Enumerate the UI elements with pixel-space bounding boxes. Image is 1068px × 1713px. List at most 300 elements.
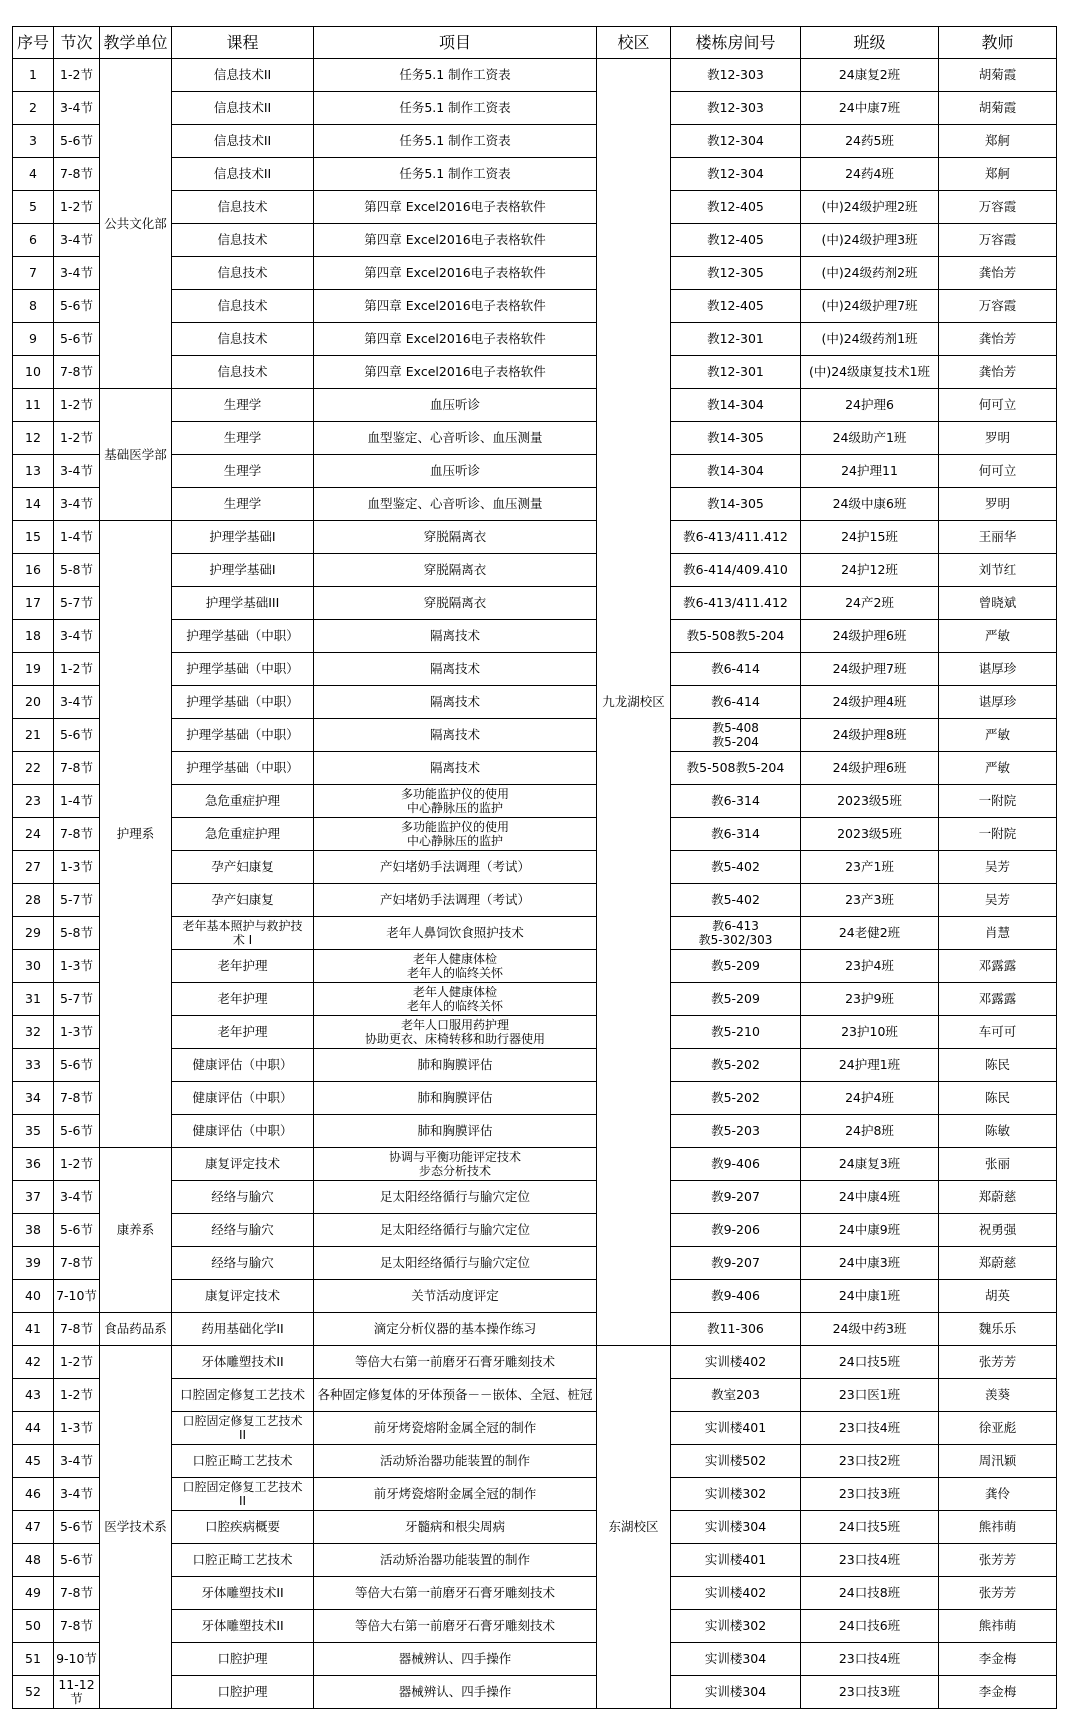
cell-course-line: II — [238, 1428, 247, 1442]
cell-course-line: 生理学 — [223, 463, 262, 478]
cell-course — [172, 422, 314, 455]
cell-teacher: 龚伶 — [939, 1478, 1057, 1511]
cell-course-line: 老年基本照护与救护技 — [182, 919, 303, 933]
cell-project — [314, 422, 597, 455]
cell-course — [172, 1676, 314, 1709]
cell-room-line: 教5-202 — [711, 1057, 760, 1072]
cell-class: 24中康1班 — [801, 1280, 939, 1313]
cell-room — [671, 158, 801, 191]
cell-room — [671, 92, 801, 125]
cell-course-line: 经络与腧穴 — [211, 1255, 274, 1270]
cell-course — [172, 224, 314, 257]
cell-project-line: 老年人的临终关怀 — [406, 999, 503, 1013]
cell-department: 康养系 — [100, 1148, 172, 1313]
cell-course — [172, 125, 314, 158]
cell-room — [671, 1214, 801, 1247]
cell-class: 23护9班 — [801, 983, 939, 1016]
cell-project-line: 前牙烤瓷熔附金属全冠的制作 — [373, 1420, 537, 1435]
cell-course-line: 信息技术II — [213, 166, 272, 181]
cell-teacher: 熊祎萌 — [939, 1610, 1057, 1643]
cell-no: 52 — [13, 1676, 54, 1709]
cell-room — [671, 1049, 801, 1082]
cell-teacher: 罗明 — [939, 422, 1057, 455]
cell-project — [314, 1478, 597, 1511]
cell-period: 3-4节 — [54, 1478, 100, 1511]
cell-course — [172, 92, 314, 125]
cell-room — [671, 422, 801, 455]
cell-project-line: 前牙烤瓷熔附金属全冠的制作 — [373, 1486, 537, 1501]
cell-room-line: 教5-203 — [711, 1123, 760, 1138]
cell-room — [671, 323, 801, 356]
cell-class: 24级护理7班 — [801, 653, 939, 686]
cell-course-line: 信息技术 — [217, 265, 268, 280]
cell-no: 38 — [13, 1214, 54, 1247]
cell-project-line: 中心静脉压的监护 — [406, 834, 503, 848]
cell-course — [172, 983, 314, 1016]
cell-no: 15 — [13, 521, 54, 554]
cell-course-line: 健康评估（中职） — [192, 1090, 293, 1105]
cell-teacher: 车可可 — [939, 1016, 1057, 1049]
cell-no: 9 — [13, 323, 54, 356]
cell-project-line: 协调与平衡功能评定技术 — [388, 1150, 521, 1164]
cell-room — [671, 257, 801, 290]
cell-period: 5-6节 — [54, 1049, 100, 1082]
cell-course-line: 护理学基础III — [205, 595, 280, 610]
cell-project-line: 滴定分析仪器的基本操作练习 — [373, 1321, 537, 1336]
cell-course — [172, 917, 314, 950]
cell-no: 19 — [13, 653, 54, 686]
cell-teacher: 郑舸 — [939, 158, 1057, 191]
cell-project — [314, 1577, 597, 1610]
cell-teacher: 万容霞 — [939, 290, 1057, 323]
cell-course — [172, 488, 314, 521]
cell-no: 7 — [13, 257, 54, 290]
cell-project-line: 肺和胸膜评估 — [417, 1090, 493, 1105]
cell-room-line: 教室203 — [711, 1387, 760, 1402]
cell-project — [314, 1148, 597, 1181]
cell-teacher: 何可立 — [939, 389, 1057, 422]
cell-room-line: 教6-414 — [711, 661, 760, 676]
cell-no: 23 — [13, 785, 54, 818]
cell-room — [671, 587, 801, 620]
cell-project-line: 隔离技术 — [429, 760, 480, 775]
cell-no: 42 — [13, 1346, 54, 1379]
cell-room — [671, 554, 801, 587]
cell-period: 1-4节 — [54, 521, 100, 554]
cell-course — [172, 1115, 314, 1148]
cell-teacher: 张丽 — [939, 1148, 1057, 1181]
cell-course-line: 信息技术II — [213, 67, 272, 82]
cell-period: 1-3节 — [54, 851, 100, 884]
cell-class: 24护理11 — [801, 455, 939, 488]
cell-course-line: 口腔固定修复工艺技术 — [182, 1480, 303, 1494]
cell-period: 1-3节 — [54, 950, 100, 983]
cell-room-line: 教12-305 — [707, 265, 764, 280]
cell-room — [671, 818, 801, 851]
cell-room-line: 教5-402 — [711, 859, 760, 874]
cell-course-line: 护理学基础（中职） — [186, 694, 299, 709]
cell-period: 1-4节 — [54, 785, 100, 818]
cell-period: 1-2节 — [54, 389, 100, 422]
cell-class: 24护12班 — [801, 554, 939, 587]
cell-project — [314, 587, 597, 620]
cell-course — [172, 1016, 314, 1049]
cell-class: 24护理1班 — [801, 1049, 939, 1082]
cell-class: (中)24级护理7班 — [801, 290, 939, 323]
cell-no: 43 — [13, 1379, 54, 1412]
cell-course-line: 口腔正畸工艺技术 — [192, 1552, 293, 1567]
header-course: 课程 — [172, 27, 314, 59]
cell-period: 3-4节 — [54, 455, 100, 488]
cell-teacher: 李金梅 — [939, 1643, 1057, 1676]
cell-room — [671, 1346, 801, 1379]
cell-project — [314, 1346, 597, 1379]
cell-room-line: 教14-305 — [707, 496, 764, 511]
cell-no: 14 — [13, 488, 54, 521]
cell-project-line: 多功能监护仪的使用 — [400, 787, 509, 801]
cell-project — [314, 554, 597, 587]
cell-no: 28 — [13, 884, 54, 917]
cell-project-line: 牙髓病和根尖周病 — [404, 1519, 505, 1534]
cell-room-line: 实训楼401 — [704, 1552, 767, 1567]
cell-course — [172, 1280, 314, 1313]
header-no: 序号 — [13, 27, 54, 59]
cell-project-line: 器械辨认、四手操作 — [398, 1684, 512, 1699]
cell-room-line: 教5-508教5-204 — [686, 760, 785, 775]
cell-room — [671, 59, 801, 92]
cell-department: 食品药品系 — [100, 1313, 172, 1346]
cell-course — [172, 1049, 314, 1082]
cell-room — [671, 884, 801, 917]
cell-room-line: 实训楼402 — [704, 1354, 767, 1369]
cell-room — [671, 1181, 801, 1214]
cell-no: 21 — [13, 719, 54, 752]
cell-project — [314, 257, 597, 290]
cell-course — [172, 290, 314, 323]
cell-course-line: 孕产妇康复 — [211, 892, 274, 907]
cell-room-line: 实训楼304 — [704, 1519, 767, 1534]
cell-class: 24护理6 — [801, 389, 939, 422]
cell-course-line: 急危重症护理 — [204, 826, 280, 841]
table-row — [13, 59, 1057, 92]
cell-class: 23口技3班 — [801, 1478, 939, 1511]
cell-class: 24中康4班 — [801, 1181, 939, 1214]
cell-project-line: 等倍大右第一前磨牙石膏牙雕刻技术 — [354, 1354, 555, 1369]
cell-teacher: 魏乐乐 — [939, 1313, 1057, 1346]
cell-class: 23口技4班 — [801, 1412, 939, 1445]
cell-teacher: 张芳芳 — [939, 1346, 1057, 1379]
cell-period: 3-4节 — [54, 92, 100, 125]
cell-project — [314, 455, 597, 488]
cell-room-line: 实训楼302 — [704, 1618, 767, 1633]
cell-course-line: 术 I — [232, 933, 253, 947]
cell-project-line: 肺和胸膜评估 — [417, 1123, 493, 1138]
cell-project-line: 产妇堵奶手法调理（考试） — [379, 892, 530, 907]
cell-period: 5-6节 — [54, 323, 100, 356]
cell-room — [671, 1610, 801, 1643]
cell-course — [172, 1181, 314, 1214]
cell-teacher: 邓露露 — [939, 950, 1057, 983]
cell-teacher: 胡菊霞 — [939, 92, 1057, 125]
cell-class: 24老健2班 — [801, 917, 939, 950]
cell-project — [314, 191, 597, 224]
cell-teacher: 王丽华 — [939, 521, 1057, 554]
cell-class: 24护8班 — [801, 1115, 939, 1148]
cell-period: 7-8节 — [54, 1577, 100, 1610]
cell-project — [314, 1115, 597, 1148]
cell-project-line: 协助更衣、床椅转移和助行器使用 — [364, 1032, 545, 1046]
cell-class: 24级护理8班 — [801, 719, 939, 752]
cell-project-line: 多功能监护仪的使用 — [400, 820, 509, 834]
cell-project — [314, 290, 597, 323]
cell-no: 12 — [13, 422, 54, 455]
cell-class: (中)24级药剂1班 — [801, 323, 939, 356]
cell-project — [314, 1181, 597, 1214]
cell-course — [172, 1214, 314, 1247]
cell-course — [172, 1445, 314, 1478]
cell-course — [172, 1511, 314, 1544]
cell-room-line: 教5-202 — [711, 1090, 760, 1105]
cell-no: 18 — [13, 620, 54, 653]
cell-department: 公共文化部 — [100, 59, 172, 389]
cell-period: 5-6节 — [54, 1115, 100, 1148]
cell-class: 24中康3班 — [801, 1247, 939, 1280]
cell-course-line: 老年护理 — [217, 1024, 268, 1039]
cell-no: 36 — [13, 1148, 54, 1181]
cell-class: 24级护理4班 — [801, 686, 939, 719]
cell-no: 39 — [13, 1247, 54, 1280]
cell-room-line: 教6-414/409.410 — [683, 562, 788, 577]
cell-room — [671, 719, 801, 752]
cell-room-line: 教11-306 — [707, 1321, 764, 1336]
cell-course — [172, 257, 314, 290]
cell-campus: 东湖校区 — [597, 1346, 671, 1709]
cell-project — [314, 224, 597, 257]
cell-no: 40 — [13, 1280, 54, 1313]
cell-course — [172, 1247, 314, 1280]
cell-period: 7-8节 — [54, 818, 100, 851]
cell-project-line: 穿脱隔离衣 — [423, 595, 487, 610]
cell-project — [314, 1610, 597, 1643]
cell-period: 7-8节 — [54, 158, 100, 191]
header-class: 班级 — [801, 27, 939, 59]
cell-course-line: 牙体雕塑技术II — [201, 1618, 284, 1633]
cell-project-line: 第四章 Excel2016电子表格软件 — [364, 265, 546, 280]
cell-room — [671, 224, 801, 257]
header-period: 节次 — [54, 27, 100, 59]
cell-room — [671, 983, 801, 1016]
cell-course-line: 口腔护理 — [217, 1651, 268, 1666]
cell-room — [671, 917, 801, 950]
table-row — [13, 389, 1057, 422]
cell-course — [172, 1313, 314, 1346]
cell-no: 27 — [13, 851, 54, 884]
header-row — [13, 27, 1057, 59]
cell-period: 1-2节 — [54, 1148, 100, 1181]
cell-project-line: 老年人的临终关怀 — [406, 966, 503, 980]
cell-course — [172, 323, 314, 356]
cell-project — [314, 356, 597, 389]
cell-room — [671, 1379, 801, 1412]
cell-project — [314, 653, 597, 686]
cell-room — [671, 1016, 801, 1049]
cell-project-line: 血压听诊 — [429, 397, 480, 412]
cell-no: 41 — [13, 1313, 54, 1346]
cell-course-line: 经络与腧穴 — [211, 1222, 274, 1237]
cell-course-line: 老年护理 — [217, 991, 268, 1006]
cell-period: 7-8节 — [54, 1082, 100, 1115]
cell-course-line: 老年护理 — [217, 958, 268, 973]
cell-course — [172, 356, 314, 389]
cell-course — [172, 1379, 314, 1412]
cell-class: 24护15班 — [801, 521, 939, 554]
cell-class: 23口技3班 — [801, 1676, 939, 1709]
cell-project — [314, 620, 597, 653]
cell-room — [671, 1577, 801, 1610]
cell-class: 24中康7班 — [801, 92, 939, 125]
cell-room — [671, 1676, 801, 1709]
cell-teacher: 曾晓斌 — [939, 587, 1057, 620]
cell-course-line: 信息技术 — [217, 199, 268, 214]
cell-room-line: 教5-302/303 — [698, 933, 773, 947]
cell-project-line: 活动矫治器功能装置的制作 — [379, 1552, 530, 1567]
cell-teacher: 罗明 — [939, 488, 1057, 521]
cell-room — [671, 521, 801, 554]
cell-period: 5-7节 — [54, 983, 100, 1016]
cell-project — [314, 1511, 597, 1544]
cell-room — [671, 1412, 801, 1445]
cell-no: 17 — [13, 587, 54, 620]
cell-course-line: 康复评定技术 — [204, 1288, 280, 1303]
cell-no: 20 — [13, 686, 54, 719]
cell-teacher: 周汛颖 — [939, 1445, 1057, 1478]
cell-period: 5-7节 — [54, 587, 100, 620]
cell-room-line: 实训楼402 — [704, 1585, 767, 1600]
cell-project — [314, 1214, 597, 1247]
cell-teacher: 邓露露 — [939, 983, 1057, 1016]
cell-course-line: 牙体雕塑技术II — [201, 1585, 284, 1600]
cell-room-line: 教12-303 — [707, 100, 764, 115]
cell-project-line: 隔离技术 — [429, 694, 480, 709]
cell-room-line: 教12-301 — [707, 331, 764, 346]
cell-room-line: 实训楼401 — [704, 1420, 767, 1435]
cell-room-line: 教14-304 — [707, 463, 764, 478]
cell-course — [172, 191, 314, 224]
cell-project — [314, 521, 597, 554]
cell-project — [314, 983, 597, 1016]
cell-room — [671, 851, 801, 884]
cell-project — [314, 1643, 597, 1676]
cell-project-line: 任务5.1 制作工资表 — [399, 166, 511, 181]
cell-class: 24级护理6班 — [801, 752, 939, 785]
cell-teacher: 张芳芳 — [939, 1577, 1057, 1610]
cell-project — [314, 818, 597, 851]
cell-project — [314, 1247, 597, 1280]
cell-class: 24级护理6班 — [801, 620, 939, 653]
cell-room-line: 教14-305 — [707, 430, 764, 445]
cell-project — [314, 1544, 597, 1577]
cell-project-line: 血型鉴定、心音听诊、血压测量 — [367, 430, 543, 445]
cell-room — [671, 752, 801, 785]
cell-no: 4 — [13, 158, 54, 191]
cell-room — [671, 620, 801, 653]
cell-course-line: 信息技术II — [213, 133, 272, 148]
cell-project-line: 中心静脉压的监护 — [406, 801, 503, 815]
cell-course — [172, 455, 314, 488]
cell-teacher: 严敏 — [939, 752, 1057, 785]
cell-period: 5-6节 — [54, 719, 100, 752]
cell-course-line: 健康评估（中职） — [192, 1123, 293, 1138]
cell-project — [314, 59, 597, 92]
cell-room-line: 教6-413/411.412 — [683, 529, 788, 544]
cell-room-line: 教5-402 — [711, 892, 760, 907]
cell-project-line: 血型鉴定、心音听诊、血压测量 — [367, 496, 543, 511]
schedule-body — [13, 59, 1057, 1709]
cell-course — [172, 620, 314, 653]
cell-course — [172, 158, 314, 191]
cell-course-line: 经络与腧穴 — [211, 1189, 274, 1204]
cell-teacher: 龚怡芳 — [939, 323, 1057, 356]
cell-period: 3-4节 — [54, 1181, 100, 1214]
cell-period: 1-2节 — [54, 1346, 100, 1379]
cell-no: 48 — [13, 1544, 54, 1577]
cell-room — [671, 125, 801, 158]
cell-room-line: 教6-314 — [711, 826, 760, 841]
cell-class: 24药5班 — [801, 125, 939, 158]
cell-room — [671, 785, 801, 818]
cell-course — [172, 521, 314, 554]
cell-teacher: 刘节红 — [939, 554, 1057, 587]
cell-teacher: 胡菊霞 — [939, 59, 1057, 92]
cell-course — [172, 554, 314, 587]
cell-room-line: 实训楼304 — [704, 1684, 767, 1699]
cell-no: 2 — [13, 92, 54, 125]
cell-teacher: 万容霞 — [939, 224, 1057, 257]
cell-teacher: 陈民 — [939, 1082, 1057, 1115]
header-department: 教学单位 — [100, 27, 172, 59]
cell-teacher: 郑舸 — [939, 125, 1057, 158]
cell-project-line: 任务5.1 制作工资表 — [399, 67, 511, 82]
cell-period: 3-4节 — [54, 257, 100, 290]
cell-no: 31 — [13, 983, 54, 1016]
cell-course — [172, 1544, 314, 1577]
cell-project-line: 第四章 Excel2016电子表格软件 — [364, 364, 546, 379]
cell-project — [314, 950, 597, 983]
cell-teacher: 吴芳 — [939, 884, 1057, 917]
schedule-table — [12, 26, 1057, 1709]
cell-room — [671, 1511, 801, 1544]
cell-course-line: 护理学基础（中职） — [186, 628, 299, 643]
cell-room — [671, 1544, 801, 1577]
cell-course-line: 信息技术 — [217, 364, 268, 379]
cell-no: 6 — [13, 224, 54, 257]
cell-room-line: 教5-408 — [712, 721, 759, 735]
cell-period: 1-2节 — [54, 59, 100, 92]
cell-room-line: 教12-405 — [707, 298, 764, 313]
cell-no: 11 — [13, 389, 54, 422]
cell-room — [671, 1445, 801, 1478]
cell-project-line: 器械辨认、四手操作 — [398, 1651, 512, 1666]
cell-teacher: 万容霞 — [939, 191, 1057, 224]
cell-class: (中)24级药剂2班 — [801, 257, 939, 290]
cell-class: 2023级5班 — [801, 785, 939, 818]
cell-project-line: 第四章 Excel2016电子表格软件 — [364, 298, 546, 313]
cell-course-line: 护理学基础I — [209, 529, 276, 544]
cell-course — [172, 587, 314, 620]
cell-project-line: 老年人健康体检 — [412, 952, 497, 966]
cell-project — [314, 1016, 597, 1049]
cell-teacher: 羡葵 — [939, 1379, 1057, 1412]
